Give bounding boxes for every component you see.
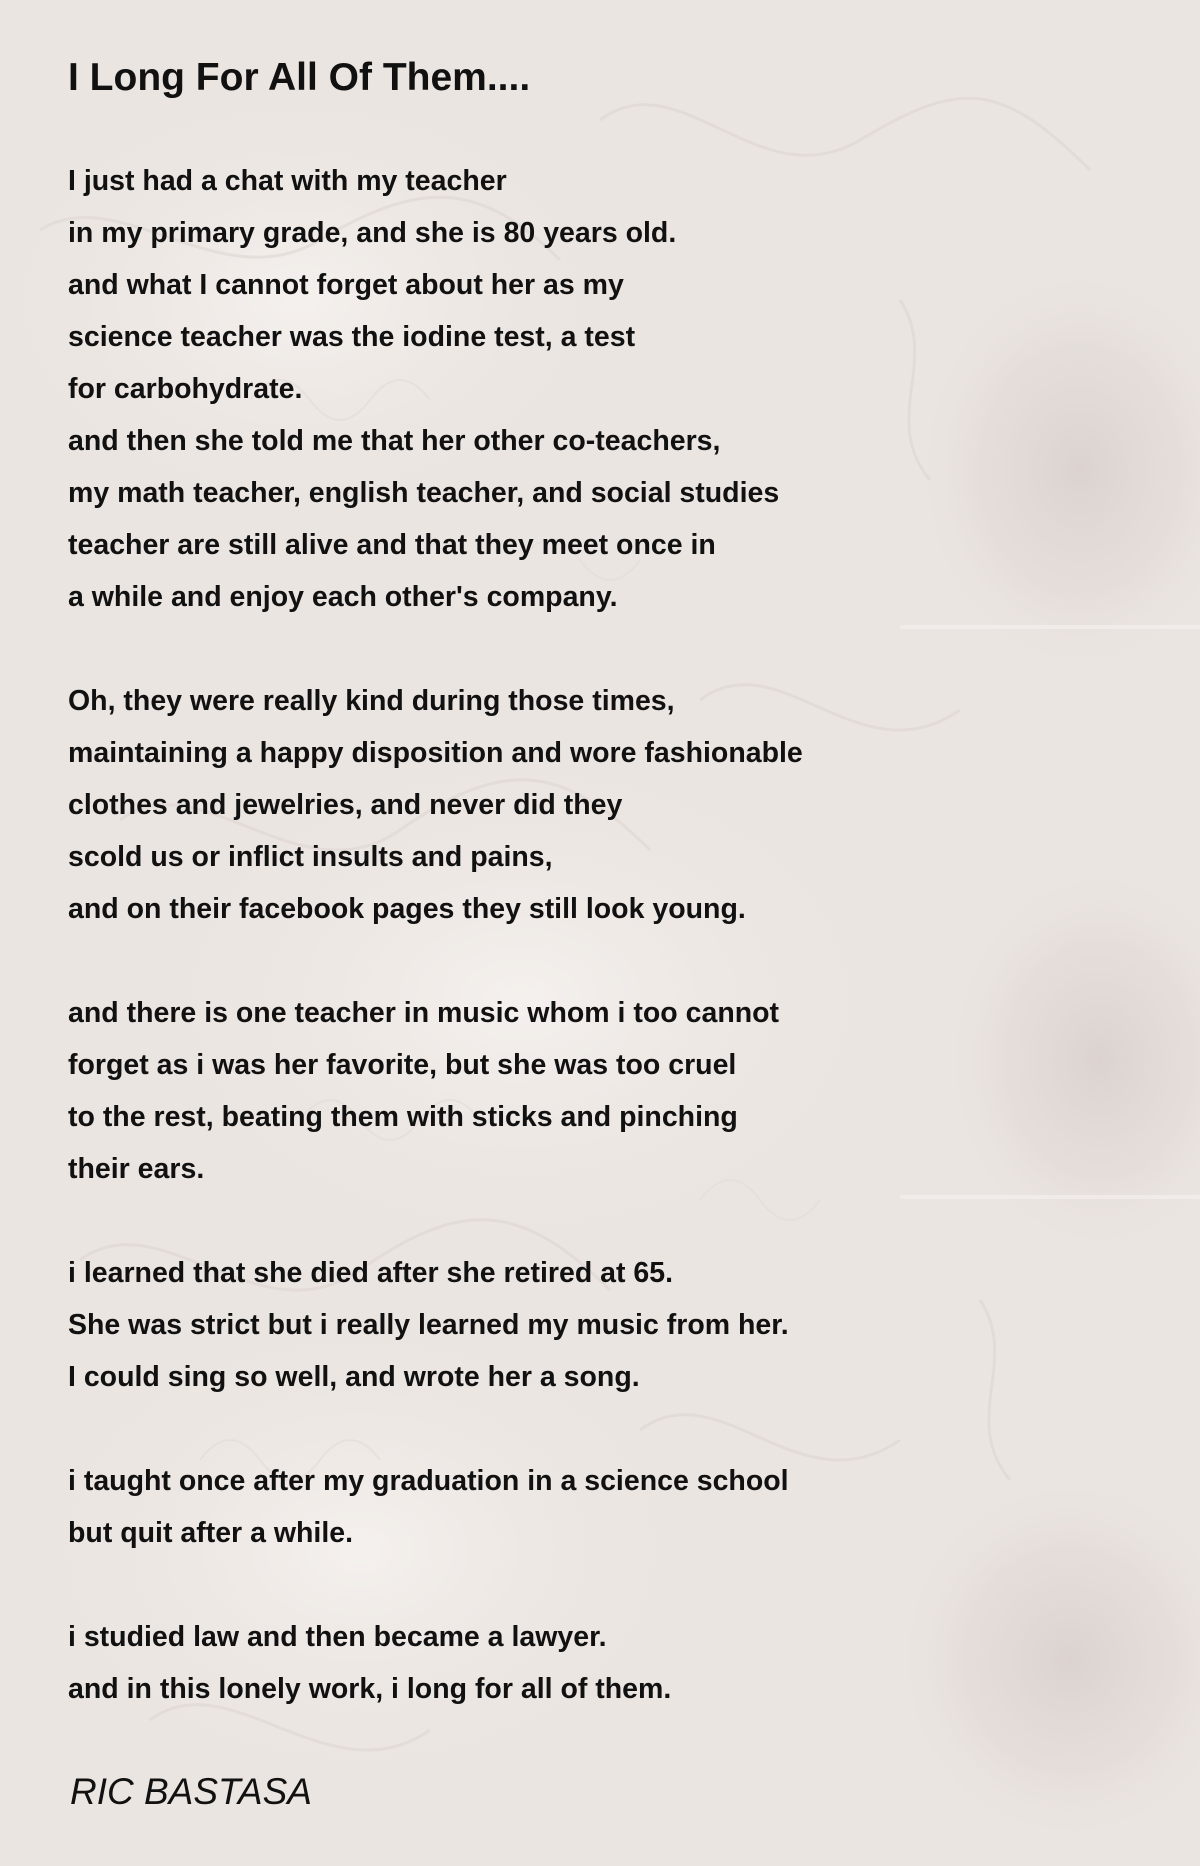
poem-body (68, 155, 1128, 1767)
stanza-5 (68, 1455, 1128, 1559)
stanza-1 (68, 155, 1128, 623)
poem-line: to the rest, beating them with sticks and pinching (68, 1101, 738, 1133)
stanza-6 (68, 1611, 1128, 1715)
poem-author: RIC BASTASA (70, 1771, 312, 1812)
poem-line: a while and enjoy each other's company. (68, 581, 618, 613)
poem-line: in my primary grade, and she is 80 years old. (68, 217, 677, 249)
poem-line: and what I cannot forget about her as my (68, 269, 624, 301)
poem-line: for carbohydrate. (68, 373, 303, 405)
poem-line: teacher are still alive and that they meet once in (68, 529, 716, 561)
poem-title: I Long For All Of Them.... (68, 56, 531, 99)
poem-line: their ears. (68, 1153, 205, 1185)
poem-line: scold us or inflict insults and pains, (68, 841, 553, 873)
stanza-3 (68, 987, 1128, 1195)
poem-line: clothes and jewelries, and never did they (68, 789, 623, 821)
poem-line: I could sing so well, and wrote her a song. (68, 1361, 640, 1393)
poem-line: but quit after a while. (68, 1517, 354, 1549)
poem-line: and on their facebook pages they still look young. (68, 893, 746, 925)
poem-line: She was strict but i really learned my music from her. (68, 1309, 789, 1341)
poem-line: and there is one teacher in music whom i too cannot (68, 997, 780, 1029)
poem-line: forget as i was her favorite, but she was too cruel (68, 1049, 737, 1081)
poem-line: i studied law and then became a lawyer. (68, 1621, 607, 1653)
poem-line: my math teacher, english teacher, and social studies (68, 477, 780, 509)
poem-line: i learned that she died after she retired at 65. (68, 1257, 674, 1289)
poem-line: and then she told me that her other co-teachers, (68, 425, 721, 457)
poem-line: and in this lonely work, i long for all of them. (68, 1673, 672, 1705)
stanza-4 (68, 1247, 1128, 1403)
poem-line: science teacher was the iodine test, a test (68, 321, 636, 353)
stanza-2 (68, 675, 1128, 935)
poem-line: I just had a chat with my teacher (68, 165, 507, 197)
poem-line: i taught once after my graduation in a science school (68, 1465, 789, 1497)
poem-line: maintaining a happy disposition and wore fashionable (68, 737, 803, 769)
poem-line: Oh, they were really kind during those times, (68, 685, 675, 717)
